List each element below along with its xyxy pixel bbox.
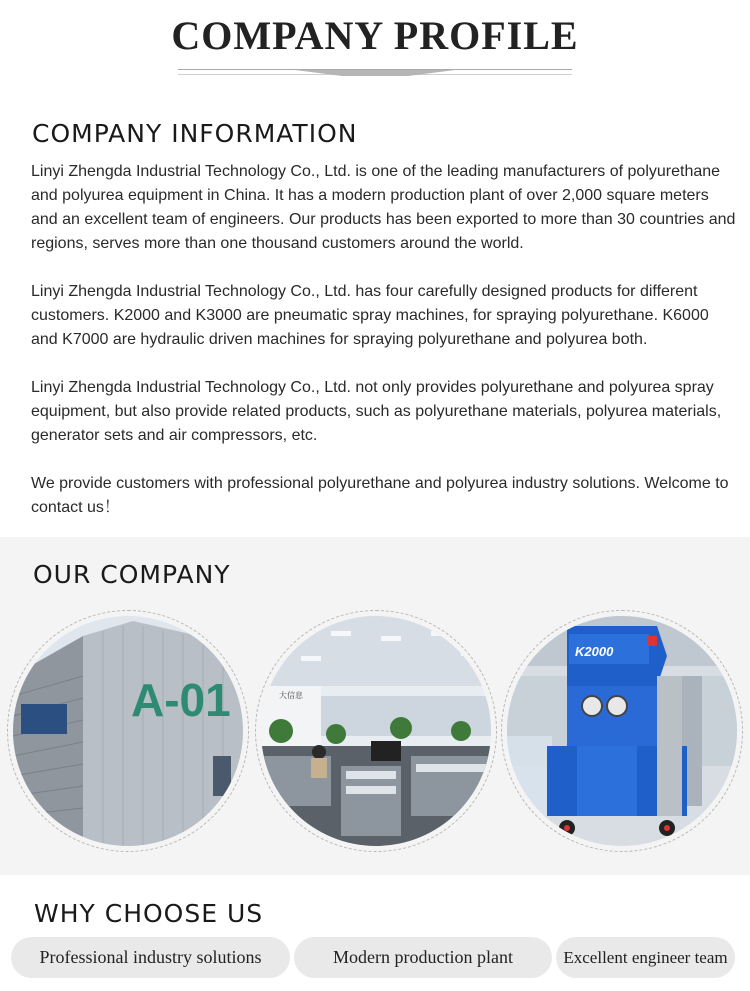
- photo-machine-frame: [501, 610, 743, 852]
- info-paragraph: Linyi Zhengda Industrial Technology Co., Ltd. has four carefully designed products for different customers. K2000 and K3000 are pneumatic spray machines, for spraying polyurethane. K6000 and K7000 are hydraulic driven machines for spraying polyurethane and polyurea both.: [31, 283, 709, 348]
- info-paragraph: Linyi Zhengda Industrial Technology Co., Ltd. is one of the leading manufacturers of polyurethane and polyurea equipment in China. It has a modern production plant of over 2,000 square meters and an excellent team of engineers. Our products has been exported to more than 30 countries and regions, serves more than one thousand customers around the world.: [31, 163, 736, 252]
- section-heading-our-company: OUR COMPANY: [33, 560, 231, 589]
- feature-pill-engineer-team: Excellent engineer team: [556, 937, 735, 978]
- building-photo: [13, 616, 243, 846]
- section-heading-company-information: COMPANY INFORMATION: [32, 119, 358, 148]
- machine-label: K2000: [575, 644, 614, 659]
- photo-office-frame: [255, 610, 497, 852]
- machine-photo: [507, 616, 737, 846]
- info-paragraph: Linyi Zhengda Industrial Technology Co., Ltd. not only provides polyurethane and polyurea spray equipment, but also provide related products, such as polyurethane materials, polyurea materials, generator sets and air compressors, etc.: [31, 379, 722, 444]
- feature-pill-industry-solutions: Professional industry solutions: [11, 937, 290, 978]
- page-title: COMPANY PROFILE: [171, 13, 579, 58]
- photo-building-frame: [7, 610, 249, 852]
- info-paragraph: We provide customers with professional polyurethane and polyurea industry solutions. Welcome to contact us！: [31, 475, 729, 516]
- building-sign-text: A-01: [131, 674, 231, 726]
- section-heading-why-choose-us: WHY CHOOSE US: [34, 899, 264, 928]
- office-wall-sign: 大信息: [279, 691, 303, 700]
- title-divider: [178, 68, 572, 78]
- office-photo: [261, 616, 491, 846]
- feature-pill-production-plant: Modern production plant: [294, 937, 552, 978]
